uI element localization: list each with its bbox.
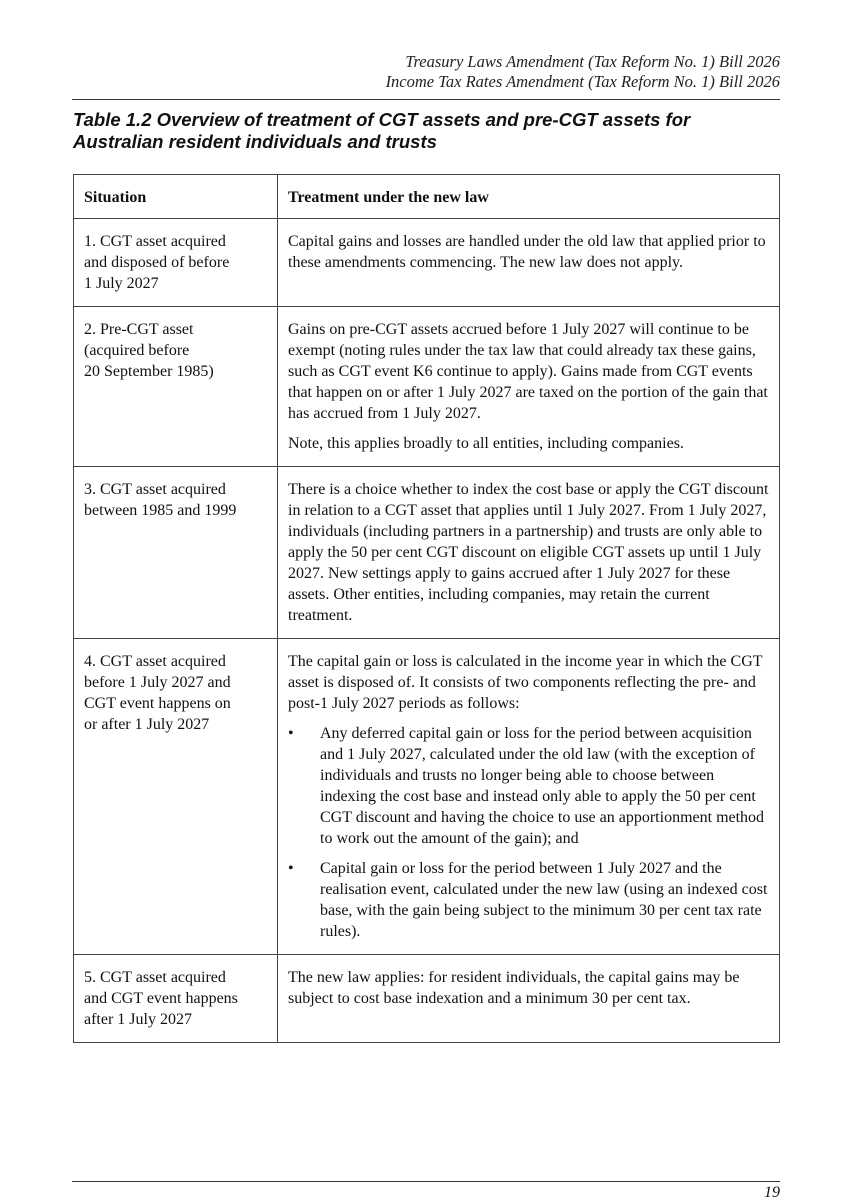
- situation-line: and CGT event happens: [84, 990, 238, 1007]
- treatment-cell: [278, 639, 780, 955]
- situation-cell: [74, 639, 278, 955]
- treatment-cell: [278, 467, 780, 639]
- table-row: [74, 955, 780, 1043]
- treatment-note: Note, this applies broadly to all entities, including companies.: [288, 435, 684, 452]
- situation-line: (acquired before: [84, 342, 190, 359]
- situation-line: between 1985 and 1999: [84, 502, 237, 519]
- bullet-item: [288, 723, 769, 849]
- bullet-item: [288, 858, 769, 942]
- column-header-situation: Situation: [74, 175, 278, 219]
- situation-line: 1 July 2027: [84, 275, 159, 292]
- cgt-treatment-table: [73, 174, 780, 1043]
- column-header-treatment: Treatment under the new law: [278, 175, 780, 219]
- situation-line: after 1 July 2027: [84, 1011, 192, 1028]
- situation-line: 5. CGT asset acquired: [84, 969, 226, 986]
- treatment-paragraph: Gains on pre-CGT assets accrued before 1 July 2027 will continue to be exempt (noting rules under the tax law that could already tax these gains, such as CGT event K6 continue to apply). Gains made from CGT events that happen on or after 1 July 2027 are taxed on the portion of the gain that has accrued from 1 July 2027.: [288, 321, 768, 422]
- table-title: [73, 109, 773, 153]
- bullet-text: Any deferred capital gain or loss for the period between acquisition and 1 July 2027, calculated under the old law (with the exception of individuals and trusts no longer being able to choose between indexing the cost base and instead only able to apply the 50 per cent CGT discount and having the choice to use an apportionment method to work out the amount of the gain); and: [320, 725, 765, 847]
- treatment-paragraph: Capital gains and losses are handled under the old law that applied prior to these amendments commencing. The new law does not apply.: [288, 233, 766, 271]
- situation-line: 20 September 1985): [84, 363, 214, 380]
- treatment-paragraph: The new law applies: for resident individuals, the capital gains may be subject to cost base indexation and a minimum 30 per cent tax.: [288, 969, 740, 1007]
- situation-cell: [74, 307, 278, 467]
- table-row: [74, 467, 780, 639]
- treatment-cell: [278, 219, 780, 307]
- situation-line: before 1 July 2027 and: [84, 674, 231, 691]
- bullet-list: [288, 723, 769, 942]
- bullet-icon: •: [288, 860, 294, 877]
- situation-cell: [74, 467, 278, 639]
- situation-line: 4. CGT asset acquired: [84, 653, 226, 670]
- table-title-line-2: Australian resident individuals and trusts: [73, 131, 437, 152]
- header-rule: [72, 99, 780, 100]
- treatment-cell: [278, 955, 780, 1043]
- table-title-line-1: Table 1.2 Overview of treatment of CGT assets and pre-CGT assets for: [73, 109, 691, 130]
- table-header-row: [74, 175, 780, 219]
- situation-line: 1. CGT asset acquired: [84, 233, 226, 250]
- table-row: [74, 639, 780, 955]
- treatment-paragraph: There is a choice whether to index the cost base or apply the CGT discount in relation to a CGT asset that applies until 1 July 2027. From 1 July 2027, individuals (including partners in a partnership) and trusts are only able to apply the 50 per cent CGT discount on eligible CGT assets up until 1 July 2027. New settings apply to gains accrued after 1 July 2027 for these assets. Other entities, including companies, may retain the current treatment.: [288, 481, 769, 624]
- situation-cell: [74, 955, 278, 1043]
- situation-cell: [74, 219, 278, 307]
- running-header-line-2: Income Tax Rates Amendment (Tax Reform No. 1) Bill 2026: [385, 72, 780, 91]
- bullet-text: Capital gain or loss for the period between 1 July 2027 and the realisation event, calculated under the new law (using an indexed cost base, with the gain being subject to the minimum 30 per cent tax rate rules).: [320, 860, 768, 940]
- situation-line: 2. Pre-CGT asset: [84, 321, 194, 338]
- running-header: [386, 52, 780, 92]
- treatment-paragraph: The capital gain or loss is calculated in the income year in which the CGT asset is disposed of. It consists of two components reflecting the pre- and post-1 July 2027 periods as follows:: [288, 653, 763, 712]
- running-header-line-1: Treasury Laws Amendment (Tax Reform No. 1) Bill 2026: [405, 52, 780, 71]
- footer-rule: [72, 1181, 780, 1182]
- table-row: [74, 219, 780, 307]
- situation-line: and disposed of before: [84, 254, 230, 271]
- bullet-icon: •: [288, 725, 294, 742]
- situation-line: 3. CGT asset acquired: [84, 481, 226, 498]
- treatment-cell: [278, 307, 780, 467]
- page-number: 19: [764, 1184, 780, 1201]
- situation-line: or after 1 July 2027: [84, 716, 210, 733]
- situation-line: CGT event happens on: [84, 695, 231, 712]
- table-row: [74, 307, 780, 467]
